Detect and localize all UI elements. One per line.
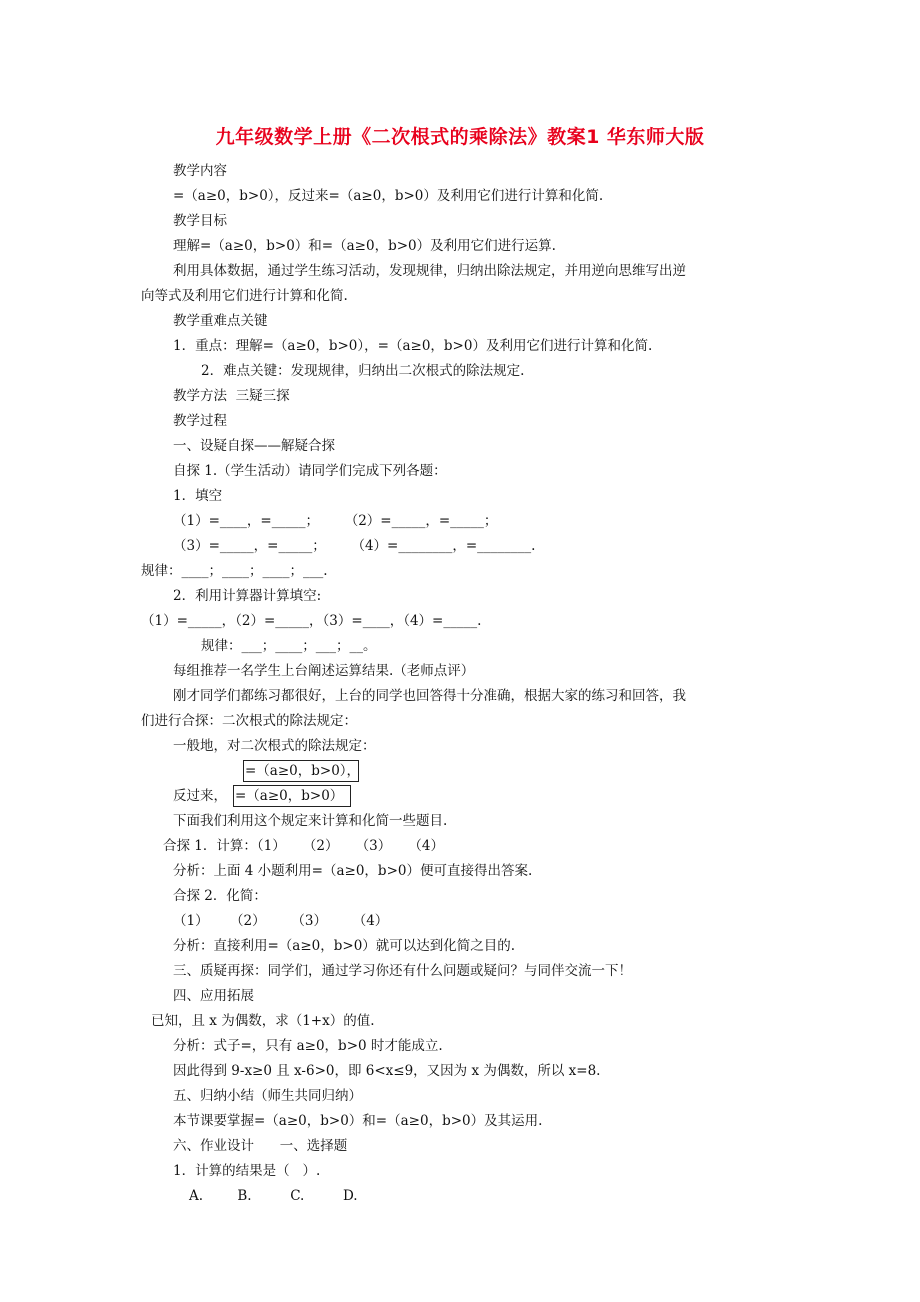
- boxed-formula: =（a≥0，b>0），: [245, 763, 361, 779]
- boxed-formula: =（a≥0，b>0）: [235, 788, 344, 804]
- section-heading: 一、设疑自探——解疑合探: [173, 438, 335, 454]
- text-line: 们进行合探：二次根式的除法规定：: [141, 713, 357, 729]
- text-line: 一般地，对二次根式的除法规定：: [173, 738, 376, 754]
- exercise-line: （1）=_____，（2）=_____，（3）=____，（4）=_____.: [141, 613, 482, 629]
- text-line: 分析：上面 4 小题利用=（a≥0，b>0）便可直接得出答案.: [173, 863, 533, 879]
- exercise-line: （1） （2） （3） （4）: [173, 913, 389, 929]
- text-line: =（a≥0，b>0），反过来=（a≥0，b>0）及利用它们进行计算和化简.: [173, 188, 604, 204]
- text-line: 理解=（a≥0，b>0）和=（a≥0，b>0）及利用它们进行运算.: [173, 238, 556, 254]
- heading-method: 教学方法 三疑三探: [173, 388, 290, 404]
- text-line: 1．重点：理解=（a≥0，b>0），=（a≥0，b>0）及利用它们进行计算和化简.: [173, 338, 653, 354]
- heading-objectives: 教学目标: [173, 213, 227, 229]
- text-line: 利用具体数据，通过学生练习活动，发现规律，归纳出除法规定，并用逆向思维写出逆: [173, 263, 686, 279]
- section-heading: 六、作业设计 一、选择题: [173, 1138, 348, 1154]
- text-line: 因此得到 9-x≥0 且 x-6>0，即 6<x≤9，又因为 x 为偶数，所以 x=8.: [173, 1063, 601, 1079]
- text-line: 已知，且 x 为偶数，求（1+x）的值.: [151, 1013, 375, 1029]
- exercise-line: 合探 1．计算：（1） （2） （3） （4）: [163, 838, 444, 854]
- heading-content: 教学内容: [173, 163, 227, 179]
- section-heading: 五、归纳小结（师生共同归纳）: [173, 1088, 362, 1104]
- text-line: 分析：直接利用=（a≥0，b>0）就可以达到化简之目的.: [173, 938, 516, 954]
- heading-key-points: 教学重难点关键: [173, 313, 268, 329]
- exercise-line: （3）=_____，=_____； （4）=________，=________.: [173, 538, 536, 554]
- text-line: 2．难点关键：发现规律，归纳出二次根式的除法规定.: [201, 363, 525, 379]
- answer-options: A. B. C. D.: [189, 1188, 358, 1204]
- text-line: 刚才同学们都练习都很好，上台的同学也回答得十分准确，根据大家的练习和回答，我: [173, 688, 686, 704]
- text-line: 合探 2．化简：: [173, 888, 267, 904]
- text-line: 下面我们利用这个规定来计算和化简一些题目.: [173, 813, 448, 829]
- heading-process: 教学过程: [173, 413, 227, 429]
- question-line: 1．计算的结果是（ ）.: [173, 1163, 321, 1179]
- section-heading: 四、应用拓展: [173, 988, 254, 1004]
- text-line: 反过来，: [173, 788, 227, 804]
- text-line: 1．填空: [173, 488, 223, 504]
- text-line: 分析：式子=，只有 a≥0，b>0 时才能成立.: [173, 1038, 443, 1054]
- text-line: 每组推荐一名学生上台阐述运算结果.（老师点评）: [173, 663, 475, 679]
- document-title: 九年级数学上册《二次根式的乘除法》教案1 华东师大版: [215, 126, 705, 148]
- exercise-line: （1）=____，=_____； （2）=_____，=_____；: [173, 513, 498, 529]
- text-line: 2．利用计算器计算填空:: [173, 588, 322, 604]
- rule-line: 规律：____；____；____；___.: [141, 563, 328, 579]
- rule-line: 规律：___；____；___；__。: [201, 638, 377, 654]
- section-heading: 三、质疑再探：同学们，通过学习你还有什么问题或疑问？与同伴交流一下！: [173, 963, 632, 979]
- text-line: 本节课要掌握=（a≥0，b>0）和=（a≥0，b>0）及其运用.: [173, 1113, 543, 1129]
- text-line: 向等式及利用它们进行计算和化简.: [141, 288, 348, 304]
- text-line: 自探 1.（学生活动）请同学们完成下列各题：: [173, 463, 447, 479]
